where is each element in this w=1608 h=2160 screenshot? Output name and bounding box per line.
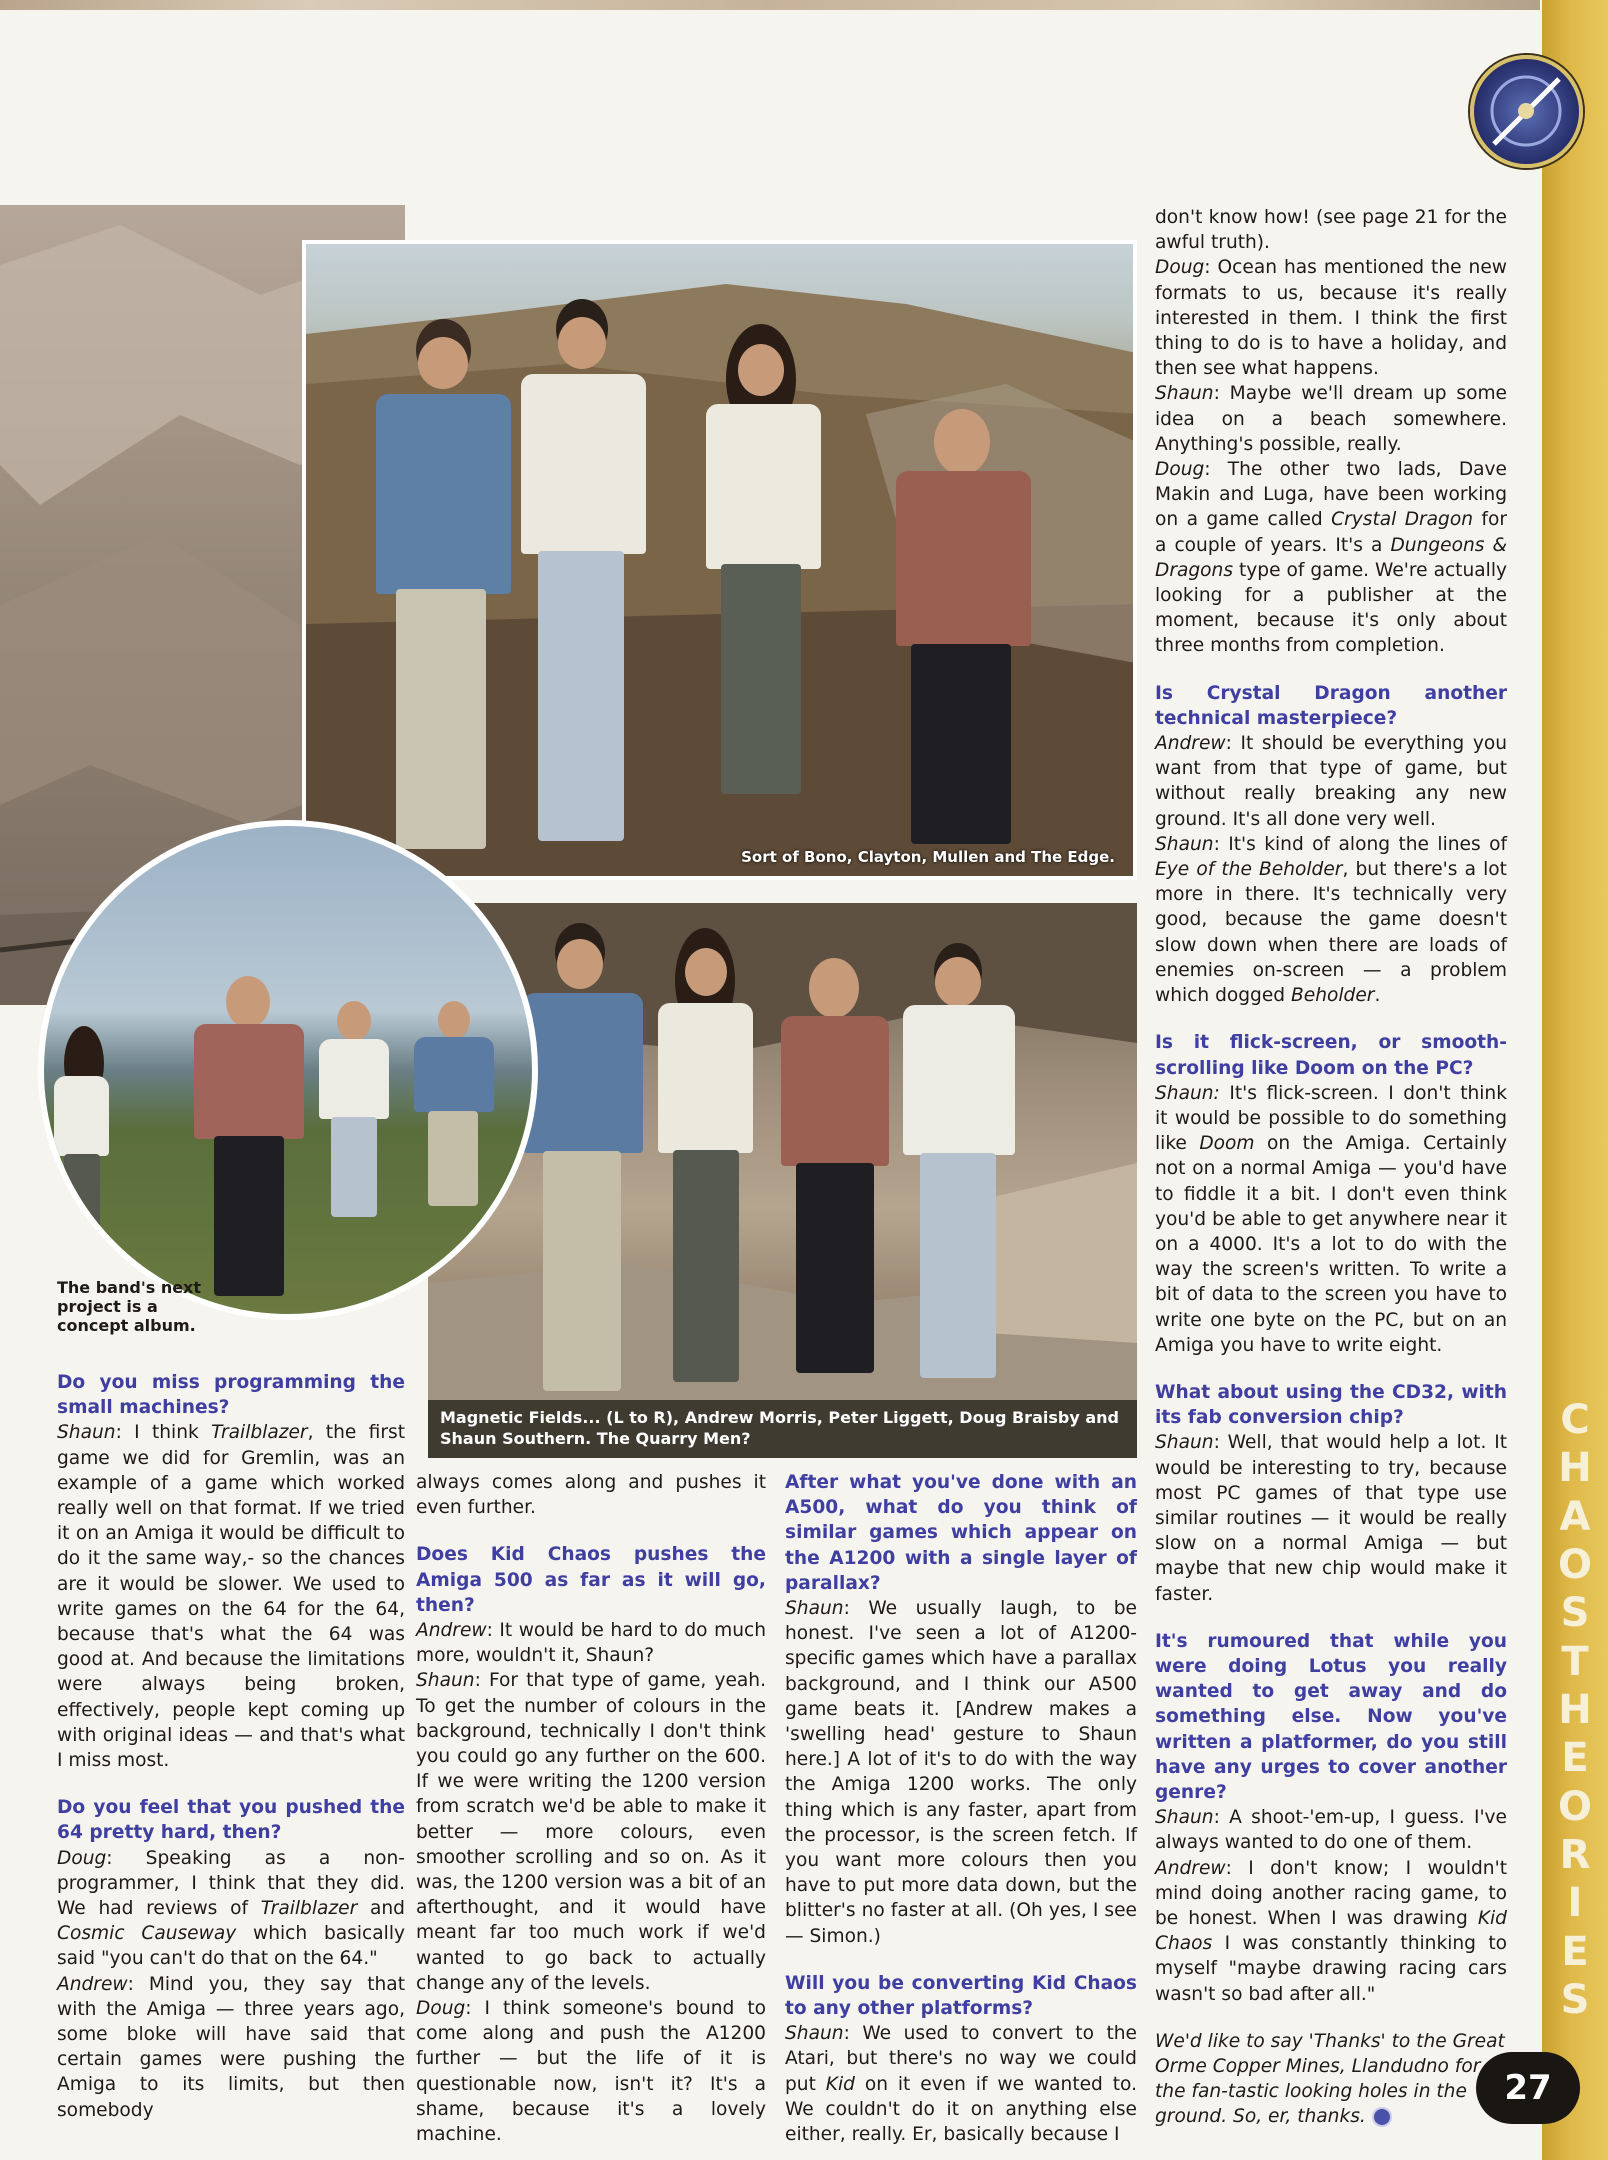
game-title: Trailblazer <box>260 1898 358 1920</box>
speaker-name: Shaun <box>416 1670 475 1692</box>
answer-text: I was constantly thinking to myself "maybe drawing racing cars wasn't so bad after all." <box>1155 1933 1507 2005</box>
series-letter: R <box>1559 1831 1591 1878</box>
answer-paragraph <box>57 1420 405 1773</box>
game-title: Beholder <box>1291 985 1375 1007</box>
answer-text: : Speaking as a non-programmer, I think that they did. We had reviews of <box>57 1847 405 1920</box>
answer-text: : Ocean has mentioned the new formats to us, because it's really interested in them. I think the first thing to do is to have a holiday, and then see what happens. <box>1155 257 1507 380</box>
game-title: Cosmic Causeway <box>57 1923 237 1945</box>
answer-text: : It should be everything you want from that type of game, but without really breaking any new ground. It's all done very well. <box>1155 733 1507 830</box>
series-letter: S <box>1560 1590 1590 1637</box>
speaker-name: Shaun <box>1155 833 1214 855</box>
answer-text: and <box>357 1898 405 1920</box>
bottom-photo-caption: Magnetic Fields... (L to R), Andrew Morris, Peter Liggett, Doug Braisby and Shaun Southern. The Quarry Men? <box>428 1400 1137 1458</box>
question-a1200-parallax: After what you've done with an A500, what do you think of similar games which appear on the A1200 with a single layer of parallax? <box>785 1472 1137 1594</box>
answer-text: on it even if we wanted to. We couldn't do it on anything else either, really. Er, basically because I <box>785 2073 1138 2146</box>
series-letter: E <box>1561 1735 1589 1782</box>
magazine-logo-icon <box>1470 55 1583 168</box>
speaker-name: Shaun <box>1155 1432 1214 1454</box>
speaker-name: Andrew <box>416 1620 487 1642</box>
series-letter: C <box>1560 1397 1590 1443</box>
person-peter <box>653 928 758 1388</box>
column-3 <box>785 1470 1137 2147</box>
answer-paragraph <box>1155 255 1507 381</box>
series-letter: A <box>1559 1493 1591 1540</box>
answer-text: : A shoot-'em-up, I guess. I've always wanted to do one of them. <box>1155 1807 1507 1854</box>
continued-text: always comes along and pushes it even further. <box>416 1472 766 1519</box>
series-letter: O <box>1557 1541 1592 1588</box>
round-photo <box>38 820 538 1320</box>
top-edge-strip <box>0 0 1540 10</box>
answer-paragraph <box>57 1972 405 2123</box>
page-number: 27 <box>1476 2052 1580 2124</box>
bottom-photo <box>428 903 1137 1458</box>
answer-text: It's flick-screen. I don't think it would be possible to do something like <box>1155 1082 1507 1155</box>
answer-paragraph <box>57 1846 405 1972</box>
round-person-1 <box>54 1026 114 1256</box>
answer-text: : It would be hard to do much more, wouldn't it, Shaun? <box>416 1620 766 1667</box>
speaker-name: Doug <box>57 1847 107 1869</box>
series-letter: I <box>1567 1880 1583 1927</box>
game-title: Dungeons & Dragons <box>1155 534 1507 581</box>
person-1 <box>366 299 516 859</box>
answer-text: : We usually laugh, to be honest. I've seen a lot of A1200-specific games which have a parallax background, and I think our A500 game beats it. [Andrew makes a 'swelling head' gesture to Shaun here.] A lot of it's to do with the way the Amiga 1200 works. The only thing which is any faster, apart from the processor, is the screen fetch. If you want more colours then you have to put more data down, but the blitter's no faster at all. (Oh yes, I see — Simon.) <box>785 1598 1137 1947</box>
speaker-name: Shaun <box>1155 1807 1214 1829</box>
answer-text: : We used to convert to the Atari, but there's no way we could put <box>785 2023 1137 2095</box>
speaker-name: Shaun <box>1155 383 1214 405</box>
round-person-3 <box>319 1001 389 1221</box>
answer-text: : Well, that would help a lot. It would be interesting to try, because most PC games of that type use similar routines — it would be really slow on a normal Amiga — but maybe that new chip would make it faster. <box>1155 1432 1507 1605</box>
answer-text: on the Amiga. Certainly not on a normal Amiga — you'd have to fiddle it a bit. I don't even think you'd be able to get anywhere near it on a 4000. It's a lot to do with the way the screen's written. To write a bit of data to the screen you have to write one byte on the PC, but on an Amiga you have to write eight. <box>1155 1133 1507 1356</box>
question-kid-chaos-a500: Does Kid Chaos pushes the Amiga 500 as far as it will go, then? <box>416 1544 766 1616</box>
answer-text: : The other two lads, Dave Makin and Luga, have been working on a game called <box>1155 459 1507 531</box>
question-flick-screen: Is it flick-screen, or smooth-scrolling like Doom on the PC? <box>1155 1032 1507 1079</box>
round-person-4 <box>414 1001 494 1211</box>
speaker-name: Andrew <box>1155 733 1226 755</box>
answer-text: : Maybe we'll dream up some idea on a beach somewhere. Anything's possible, really. <box>1155 383 1507 455</box>
person-andrew <box>523 923 643 1393</box>
person-2 <box>516 289 646 849</box>
answer-paragraph <box>416 1996 766 2147</box>
answer-paragraph <box>1155 1805 1507 1855</box>
answer-text: : It's kind of along the lines of <box>1213 833 1507 855</box>
top-photo-caption: Sort of Bono, Clayton, Mullen and The Edge. <box>741 848 1115 866</box>
answer-paragraph <box>785 1596 1137 1949</box>
series-title-vertical <box>1542 1397 1608 2023</box>
answer-text: , the first game we did for Gremlin, was an example of a game which worked really well on that format. If we tried it on an Amiga it would be difficult to do it the same way,- so the chances are it would be slower. We used to write games on the 64 for the 64, because that's what the 64 was good at. And because the limitations were always being broken, effectively, people kept coming up with original ideas — and that's what I miss most. <box>57 1422 405 1772</box>
person-3 <box>696 324 826 804</box>
answer-text: , but there's a lot more in there. It's technically very good, because the game doesn't slow down when there are loads of enemies on-screen — a problem which dogged <box>1155 859 1507 1007</box>
round-person-2 <box>194 976 304 1296</box>
answer-text: for a couple of years. It's a <box>1155 509 1508 556</box>
game-title: Eye of the Beholder <box>1155 859 1343 881</box>
game-title: Kid Chaos <box>1155 1908 1507 1955</box>
question-crystal-dragon: Is Crystal Dragon another technical masterpiece? <box>1155 682 1507 729</box>
answer-text: type of game. We're actually looking for a publisher at the moment, because it's only about three months from completion. <box>1155 559 1507 657</box>
speaker-name: Shaun: <box>1155 1082 1220 1104</box>
series-letter: T <box>1561 1638 1589 1685</box>
question-small-machines: Do you miss programming the small machines? <box>57 1372 405 1419</box>
answer-paragraph <box>1155 1430 1507 1606</box>
column-2 <box>416 1470 766 2147</box>
thanks-text: We'd like to say 'Thanks' to the Great Orme Copper Mines, Llandudno for the fan-tastic looking holes in the ground. So, er, thanks. <box>1155 2030 1505 2128</box>
series-letter: S <box>1560 1976 1590 2023</box>
speaker-name: Doug <box>1155 459 1205 481</box>
question-other-platforms: Will you be converting Kid Chaos to any other platforms? <box>785 1972 1137 2020</box>
answer-paragraph <box>1155 457 1507 659</box>
thanks-note <box>1155 2029 1507 2130</box>
top-photo <box>302 240 1137 880</box>
answer-paragraph <box>1155 832 1507 1008</box>
speaker-name: Shaun <box>785 1598 844 1620</box>
column-4 <box>1155 205 1507 2130</box>
speaker-name: Shaun <box>57 1422 116 1444</box>
answer-text: which basically said "you can't do that on the 64." <box>57 1923 405 1970</box>
answer-text: : I think <box>115 1422 212 1444</box>
answer-paragraph <box>1155 1856 1507 2007</box>
question-another-genre: It's rumoured that while you were doing Lotus you really wanted to get away and do something else. Now you've written a platformer, do you still have any urges to cover another genre? <box>1155 1630 1507 1803</box>
answer-text: : I don't know; I wouldn't mind doing another racing game, to be honest. When I was drawing <box>1155 1857 1507 1929</box>
game-title: Kid <box>825 2073 855 2095</box>
person-4 <box>886 409 1036 849</box>
answer-paragraph <box>785 2021 1137 2147</box>
game-title: Doom <box>1199 1133 1255 1155</box>
game-title: Crystal Dragon <box>1331 509 1474 531</box>
series-letter: E <box>1561 1928 1589 1975</box>
answer-paragraph <box>1155 731 1507 832</box>
person-shaun <box>898 943 1018 1383</box>
series-letter: O <box>1557 1783 1592 1830</box>
speaker-name: Shaun <box>785 2023 844 2045</box>
speaker-name: Doug <box>416 1998 466 2020</box>
answer-paragraph <box>416 1668 766 1996</box>
answer-text: : I think someone's bound to come along and push the A1200 further — but the life of it is questionable now, isn't it? It's a shame, because it's a lovely machine. <box>416 1998 766 2146</box>
answer-text: : Mind you, they say that with the Amiga — three years ago, some bloke will have said that certain games were pushing the Amiga to its limits, but then somebody <box>57 1973 405 2121</box>
game-title: Trailblazer <box>211 1422 308 1444</box>
series-letter: H <box>1558 1686 1592 1733</box>
column-1 <box>57 1370 405 2123</box>
person-doug <box>776 958 891 1378</box>
round-photo-caption: The band's next project is a concept album. <box>57 1278 202 1335</box>
answer-paragraph <box>416 1618 766 1668</box>
answer-text: . <box>1374 985 1381 1007</box>
end-bullet-icon <box>1372 2107 1392 2127</box>
speaker-name: Andrew <box>57 1973 128 1995</box>
continued-text: don't know how! (see page 21 for the awful truth). <box>1155 207 1507 254</box>
logo-disc <box>1474 59 1579 164</box>
question-pushed-64: Do you feel that you pushed the 64 pretty hard, then? <box>57 1797 405 1844</box>
answer-paragraph <box>1155 1081 1507 1358</box>
answer-paragraph <box>1155 381 1507 457</box>
speaker-name: Doug <box>1155 257 1205 279</box>
question-cd32: What about using the CD32, with its fab conversion chip? <box>1155 1381 1507 1429</box>
series-letter: H <box>1558 1445 1592 1492</box>
speaker-name: Andrew <box>1155 1857 1226 1879</box>
answer-text: : For that type of game, yeah. To get the number of colours in the background, technically I don't think you could go any further on the 600. If we were writing the 1200 version from scratch we'd be able to make it better — more colours, even smoother scrolling and so on. As it was, the 1200 version was a bit of an afterthought, and it would have meant far too much work if we'd wanted to go back to actually change any of the levels. <box>416 1670 766 1994</box>
